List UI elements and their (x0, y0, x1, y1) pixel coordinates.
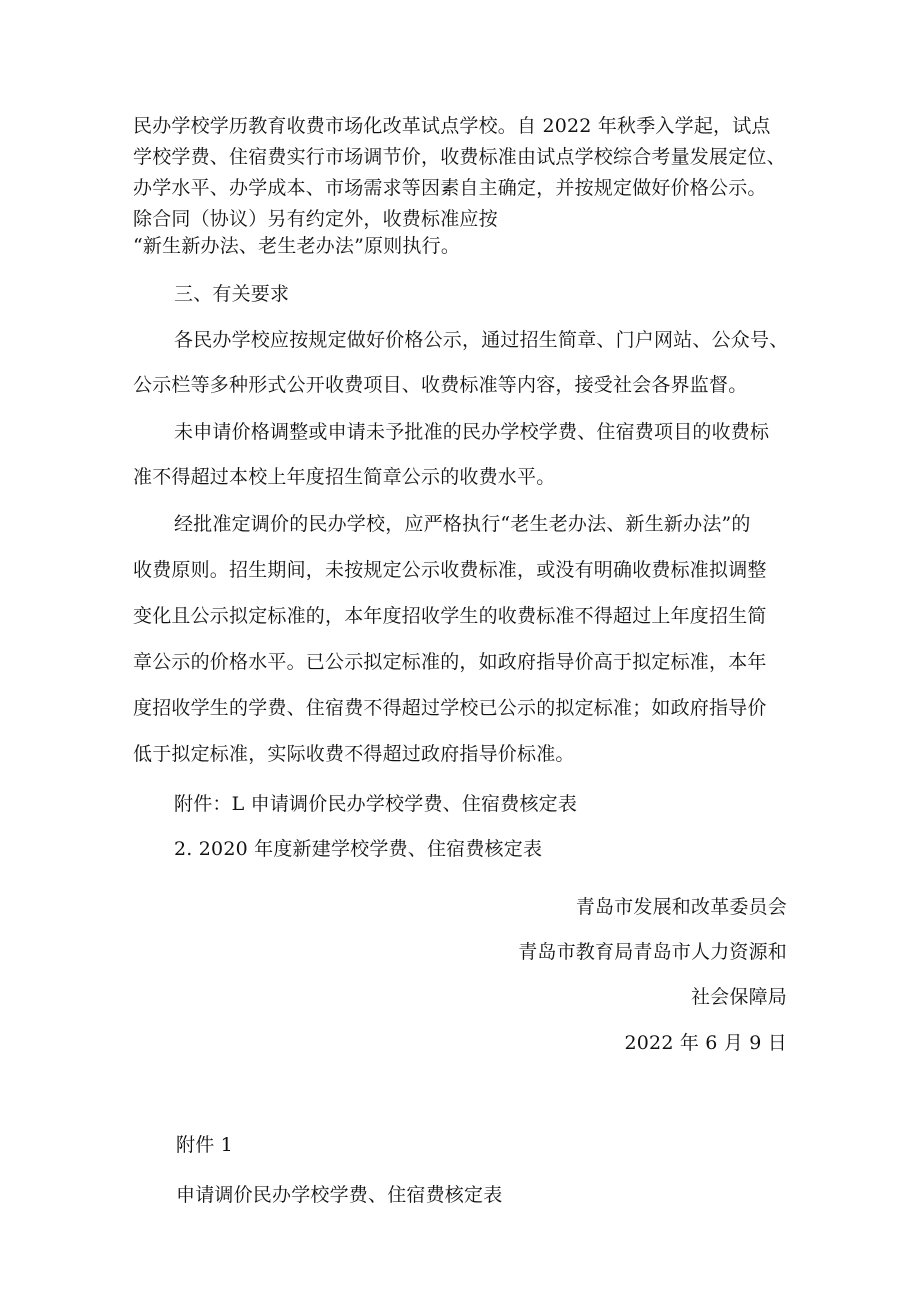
signature-org-1: 青岛市发展和改革委员会 (575, 896, 787, 918)
appendix-label: 附件 1 (176, 1134, 233, 1156)
para3-line-3: 变化且公示拟定标准的，本年度招收学生的收费标准不得超过上年度招生简 (133, 605, 767, 627)
para2-line-2: 准不得超过本校上年度招生简章公示的收费水平。 (133, 466, 556, 488)
appendix-title: 申请调价民办学校学费、住宿费核定表 (176, 1184, 503, 1206)
para3-line-1: 经批准定调价的民办学校，应严格执行“老生老办法、新生新办法”的 (174, 513, 751, 535)
intro-line-3: 办学水平、办学成本、市场需求等因素自主确定，并按规定做好价格公示。 (133, 177, 767, 199)
signature-org-2-line-1: 青岛市教育局青岛市人力资源和 (518, 941, 787, 963)
para3-line-4: 章公示的价格水平。已公示拟定标准的，如政府指导价高于拟定标准，本年 (133, 651, 767, 673)
para3-line-2: 收费原则。招生期间，未按规定公示收费标准，或没有明确收费标准拟调整 (133, 559, 767, 581)
intro-line-2: 学校学费、住宿费实行市场调节价，收费标准由试点学校综合考量发展定位、 (133, 146, 786, 168)
intro-line-5: “新生新办法、老生老办法”原则执行。 (133, 235, 461, 257)
para1-line-1: 各民办学校应按规定做好价格公示，通过招生简章、门户网站、公众号、 (174, 329, 789, 351)
attachment-line-2: 2. 2020 年度新建学校学费、住宿费核定表 (174, 838, 543, 860)
signature-org-2-line-2: 社会保障局 (690, 986, 787, 1008)
intro-line-4: 除合同（协议）另有约定外，收费标准应按 (133, 208, 498, 230)
signature-date: 2022 年 6 月 9 日 (624, 1032, 787, 1054)
para3-line-5: 度招收学生的学费、住宿费不得超过学校已公示的拟定标准；如政府指导价 (133, 697, 767, 719)
intro-line-1: 民办学校学历教育收费市场化改革试点学校。自 2022 年秋季入学起，试点 (133, 115, 771, 137)
para2-line-1: 未申请价格调整或申请未予批准的民办学校学费、住宿费项目的收费标 (174, 421, 770, 443)
para1-line-2: 公示栏等多种形式公开收费项目、收费标准等内容，接受社会各界监督。 (133, 374, 748, 396)
attachment-line-1: 附件：L 申请调价民办学校学费、住宿费核定表 (174, 793, 578, 815)
section-heading: 三、有关要求 (174, 283, 290, 305)
para3-line-6: 低于拟定标准，实际收费不得超过政府指导价标准。 (133, 743, 575, 765)
